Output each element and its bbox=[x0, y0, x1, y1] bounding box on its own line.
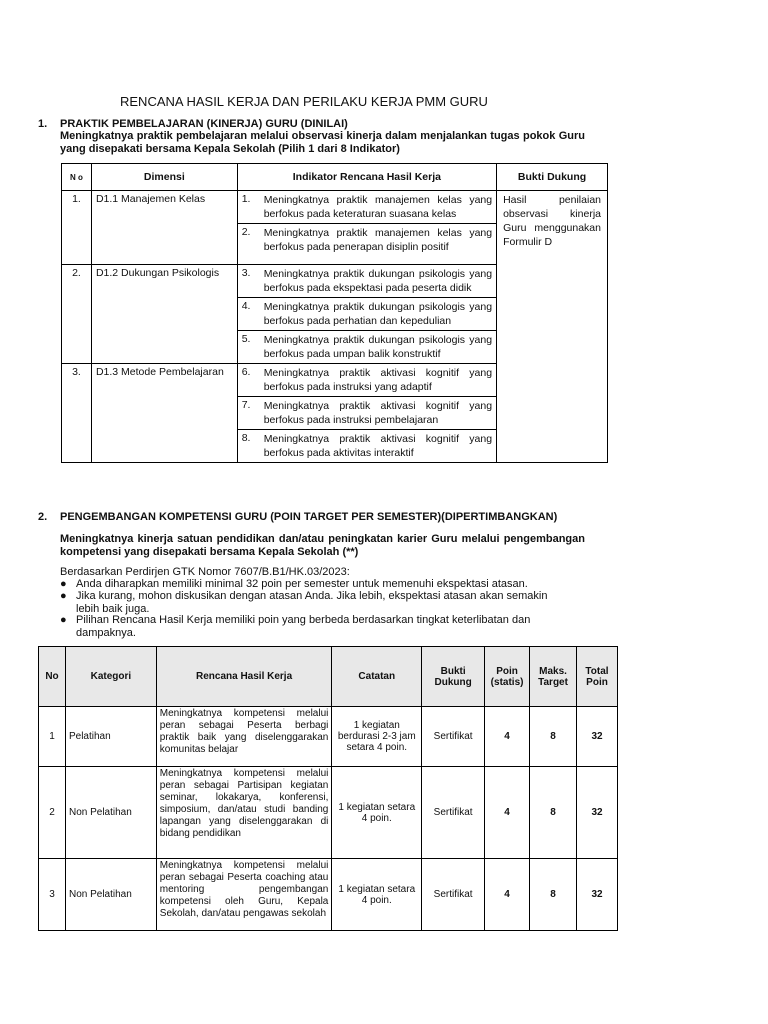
rhk-cell: Meningkatnya kompetensi melalui peran sebagai Peserta berbagi praktik baik yang diselenggarakan komunitas belajar bbox=[156, 707, 332, 767]
maks-target-cell: 8 bbox=[530, 707, 577, 767]
header-dimensi: Dimensi bbox=[91, 164, 237, 191]
header-poin: Poin (statis) bbox=[485, 647, 530, 707]
row-number: 1. bbox=[62, 191, 92, 265]
indicator-table bbox=[61, 163, 608, 463]
bullet-item: ● Pilihan Rencana Hasil Kerja memiliki poin yang berbeda berdasarkan tingkat keterlibatan dan dampaknya. bbox=[60, 614, 540, 640]
indicator-text: Meningkatnya praktik manajemen kelas yang berfokus pada penerapan disiplin positif bbox=[263, 227, 493, 253]
bukti-dukung-cell: Sertifikat bbox=[422, 767, 485, 859]
bullet-text: Jika kurang, mohon diskusikan dengan atasan Anda. Jika lebih, ekspektasi atasan akan semakin lebih baik juga. bbox=[76, 590, 548, 615]
poin-cell: 4 bbox=[485, 707, 530, 767]
indicator-text: Meningkatnya praktik dukungan psikologis yang berfokus pada ekspektasi pada peserta didik bbox=[263, 268, 493, 294]
bukti-dukung-cell: Sertifikat bbox=[422, 707, 485, 767]
indicator-text: Meningkatnya praktik manajemen kelas yang berfokus pada keteraturan suasana kelas bbox=[263, 194, 493, 220]
document-title: RENCANA HASIL KERJA DAN PERILAKU KERJA PMM GURU bbox=[120, 94, 488, 109]
section2-number: 2. bbox=[38, 511, 48, 523]
section2-description: Meningkatnya kinerja satuan pendidikan dan/atau peningkatan karier Guru melalui pengembangan kompetensi yang disepakati bersama Kepala Sekolah (**) bbox=[60, 533, 585, 558]
section1-description: Meningkatnya praktik pembelajaran melalui observasi kinerja dalam menjalankan tugas pokok Guru yang disepakati bersama Kepala Sekolah (Pilih 1 dari 8 Indikator) bbox=[60, 130, 585, 155]
catatan-cell: 1 kegiatan setara 4 poin. bbox=[332, 767, 422, 859]
bukti-dukung-cell bbox=[497, 191, 608, 463]
indicator-item bbox=[238, 331, 496, 363]
indicator-text: Meningkatnya praktik dukungan psikologis yang berfokus pada umpan balik konstruktif bbox=[263, 334, 493, 360]
indicator-item bbox=[238, 298, 496, 331]
catatan-cell: 1 kegiatan berdurasi 2-3 jam setara 4 poin. bbox=[332, 707, 422, 767]
indicator-text: Meningkatnya praktik aktivasi kognitif yang berfokus pada aktivitas interaktif bbox=[263, 433, 493, 459]
indicator-number: 2. bbox=[241, 226, 251, 238]
indicator-text: Meningkatnya praktik dukungan psikologis yang berfokus pada perhatian dan kepedulian bbox=[263, 301, 493, 327]
total-poin-cell: 32 bbox=[577, 707, 618, 767]
indicator-group bbox=[237, 191, 496, 265]
row-number: 2. bbox=[62, 265, 92, 364]
header-catatan: Catatan bbox=[332, 647, 422, 707]
indicator-number: 4. bbox=[241, 300, 251, 312]
row-number: 1 bbox=[39, 707, 66, 767]
kategori-cell: Non Pelatihan bbox=[65, 767, 156, 859]
competency-table bbox=[38, 646, 618, 931]
header-total-poin: Total Poin bbox=[577, 647, 618, 707]
kategori-cell: Non Pelatihan bbox=[65, 859, 156, 931]
indicator-item bbox=[238, 430, 496, 462]
indicator-number: 7. bbox=[241, 399, 251, 411]
regulation-basis: Berdasarkan Perdirjen GTK Nomor 7607/B.B1/HK.03/2023: bbox=[60, 566, 350, 578]
maks-target-cell: 8 bbox=[530, 767, 577, 859]
indicator-table-header bbox=[62, 164, 608, 191]
indicator-item bbox=[238, 265, 496, 298]
table-row bbox=[39, 859, 618, 931]
header-indikator: Indikator Rencana Hasil Kerja bbox=[237, 164, 496, 191]
poin-cell: 4 bbox=[485, 767, 530, 859]
indicator-number: 1. bbox=[241, 193, 251, 205]
total-poin-cell: 32 bbox=[577, 767, 618, 859]
header-no: No bbox=[39, 647, 66, 707]
table-row bbox=[39, 767, 618, 859]
indicator-number: 3. bbox=[241, 267, 251, 279]
header-kategori: Kategori bbox=[65, 647, 156, 707]
dimensi-cell: D1.2 Dukungan Psikologis bbox=[91, 265, 237, 364]
row-number: 3. bbox=[62, 364, 92, 463]
header-no: N o bbox=[62, 164, 92, 191]
poin-cell: 4 bbox=[485, 859, 530, 931]
indicator-item bbox=[238, 224, 496, 256]
header-maks-target: Maks. Target bbox=[530, 647, 577, 707]
header-bukti-dukung: Bukti Dukung bbox=[497, 164, 608, 191]
total-poin-cell: 32 bbox=[577, 859, 618, 931]
header-bukti-dukung: Bukti Dukung bbox=[422, 647, 485, 707]
dimensi-cell: D1.3 Metode Pembelajaran bbox=[91, 364, 237, 463]
dimensi-cell: D1.1 Manajemen Kelas bbox=[91, 191, 237, 265]
section1-number: 1. bbox=[38, 118, 48, 130]
indicator-group bbox=[237, 265, 496, 364]
indicator-number: 6. bbox=[241, 366, 251, 378]
bullet-text: Pilihan Rencana Hasil Kerja memiliki poin yang berbeda berdasarkan tingkat keterlibatan dan dampaknya. bbox=[76, 614, 531, 639]
bullet-text: Anda diharapkan memiliki minimal 32 poin per semester untuk memenuhi ekspektasi atasan. bbox=[76, 578, 528, 590]
bullet-item: ● Jika kurang, mohon diskusikan dengan atasan Anda. Jika lebih, ekspektasi atasan akan semakin lebih baik juga. bbox=[60, 590, 560, 616]
bukti-dukung-text: Hasil penilaian observasi kinerja Guru menggunakan Formulir D bbox=[503, 194, 601, 248]
rhk-cell: Meningkatnya kompetensi melalui peran sebagai Peserta coaching atau mentoring pengembangan kompetensi oleh Guru, Kepala Sekolah, dan/atau pengawas sekolah bbox=[156, 859, 332, 931]
rhk-cell: Meningkatnya kompetensi melalui peran sebagai Partisipan kegiatan seminar, lokakarya, konferensi, simposium, dan/atau studi banding lapangan yang diselenggarakan di bidang pendidikan bbox=[156, 767, 332, 859]
competency-table-header bbox=[39, 647, 618, 707]
section1-title: PRAKTIK PEMBELAJARAN (KINERJA) GURU (DINILAI) bbox=[60, 118, 348, 130]
bullet-item: ● Anda diharapkan memiliki minimal 32 poin per semester untuk memenuhi ekspektasi atasan. bbox=[60, 578, 580, 591]
indicator-text: Meningkatnya praktik aktivasi kognitif yang berfokus pada instruksi yang adaptif bbox=[263, 367, 493, 393]
maks-target-cell: 8 bbox=[530, 859, 577, 931]
indicator-item bbox=[238, 397, 496, 430]
header-rencana-hasil-kerja: Rencana Hasil Kerja bbox=[156, 647, 332, 707]
indicator-group bbox=[237, 364, 496, 463]
row-number: 3 bbox=[39, 859, 66, 931]
bukti-dukung-cell: Sertifikat bbox=[422, 859, 485, 931]
table-row bbox=[39, 707, 618, 767]
catatan-cell: 1 kegiatan setara 4 poin. bbox=[332, 859, 422, 931]
indicator-number: 8. bbox=[241, 432, 251, 444]
row-number: 2 bbox=[39, 767, 66, 859]
table-row bbox=[62, 191, 608, 265]
indicator-item bbox=[238, 191, 496, 224]
kategori-cell: Pelatihan bbox=[65, 707, 156, 767]
indicator-number: 5. bbox=[241, 333, 251, 345]
section2-title: PENGEMBANGAN KOMPETENSI GURU (POIN TARGET PER SEMESTER)(DIPERTIMBANGKAN) bbox=[60, 511, 558, 523]
indicator-text: Meningkatnya praktik aktivasi kognitif yang berfokus pada instruksi pembelajaran bbox=[263, 400, 493, 426]
indicator-item bbox=[238, 364, 496, 397]
